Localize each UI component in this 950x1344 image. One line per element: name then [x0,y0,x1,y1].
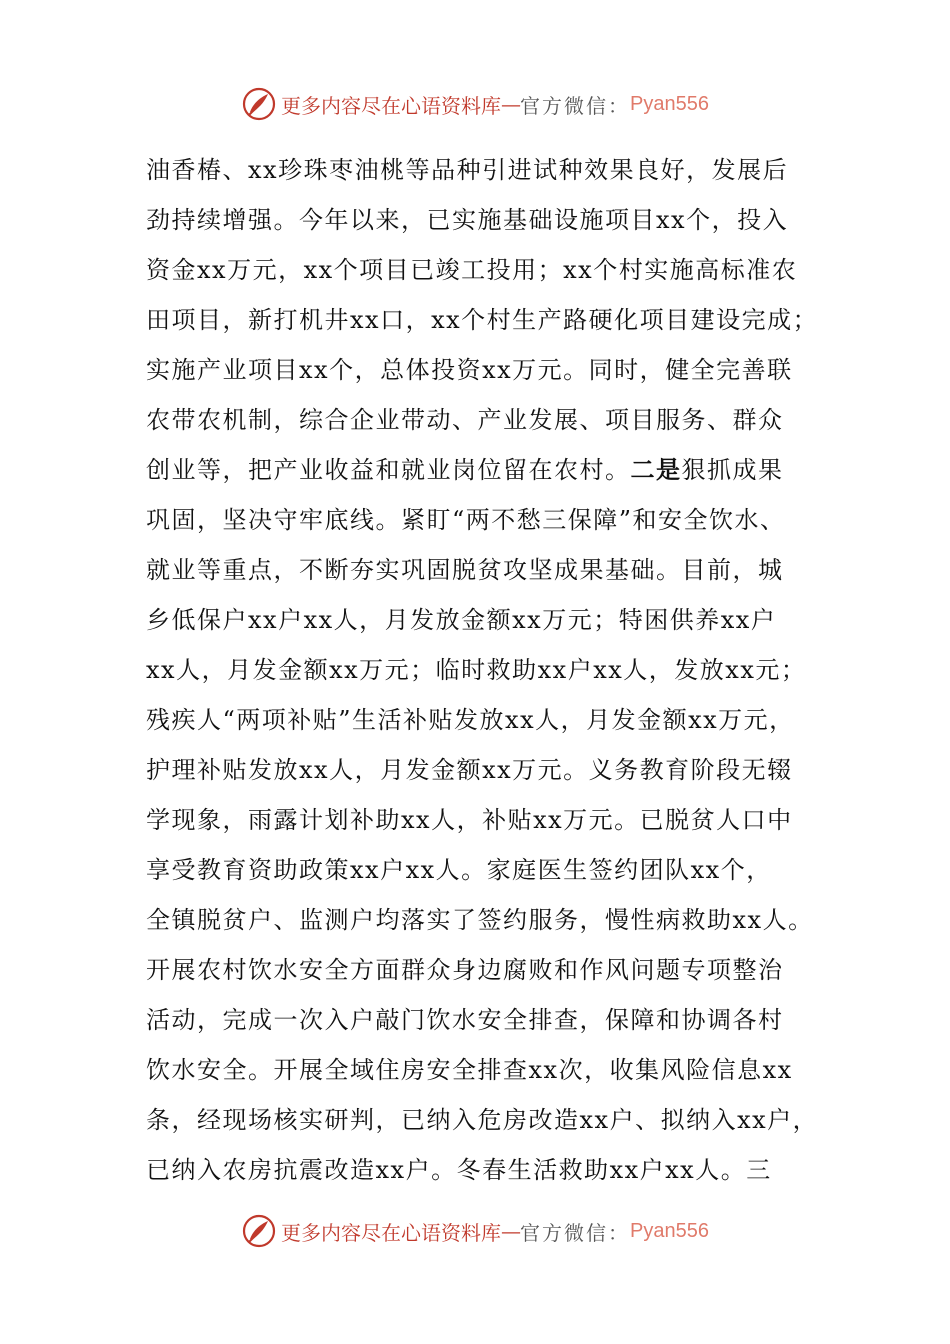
text-line: 护理补贴发放xx人，月发金额xx万元。义务教育阶段无辍 [146,756,793,784]
text-line: 农带农机制，综合企业带动、产业发展、项目服务、群众 [146,406,784,434]
banner-brand-text: 更多内容尽在心语资料库 [281,93,502,118]
text-line: 学现象，雨露计划补助xx人，补贴xx万元。已脱贫人口中 [146,806,793,834]
text-line: 条，经现场核实研判，已纳入危房改造xx户、拟纳入xx户， [146,1106,819,1134]
text-line: 实施产业项目xx个，总体投资xx万元。同时，健全完善联 [146,356,793,384]
text-line: 劲持续增强。今年以来，已实施基础设施项目xx个，投入 [146,206,789,234]
text-run: 创业等，把产业收益和就业岗位留在农村。 [146,456,631,484]
pen-logo-icon [241,1213,277,1249]
document-body [146,150,826,1200]
text-line: 资金xx万元，xx个项目已竣工投用；xx个村实施高标准农 [146,256,798,284]
banner-dash: — [501,1219,521,1243]
text-line [146,450,826,500]
text-line: 已纳入农房抗震改造xx户。冬春生活救助xx户xx人。三 [146,1156,772,1184]
text-run: 狠抓成果 [681,456,784,484]
text-line: 就业等重点，不断夯实巩固脱贫攻坚成果基础。目前，城 [146,556,784,584]
text-line: 开展农村饮水安全方面群众身边腐败和作风问题专项整治 [146,956,784,984]
text-line: 全镇脱贫户、监测户均落实了签约服务，慢性病救助xx人。 [146,906,814,934]
pen-logo-icon [241,86,277,122]
bold-heading-marker: 二是 [630,455,682,484]
banner-brand-text: 更多内容尽在心语资料库 [281,1220,502,1245]
banner-wechat-id: Pyan556 [630,1219,709,1242]
header-banner [0,84,950,124]
text-line: xx人，月发金额xx万元；临时救助xx户xx人，发放xx元； [146,656,807,684]
banner-wechat-label: 官方微信： [520,93,631,118]
text-line: 田项目，新打机井xx口，xx个村生产路硬化项目建设完成； [146,306,819,334]
text-line: 油香椿、xx珍珠枣油桃等品种引进试种效果良好，发展后 [146,156,789,184]
text-line: 饮水安全。开展全域住房安全排查xx次，收集风险信息xx [146,1056,793,1084]
banner-dash: — [501,92,521,116]
footer-banner [0,1211,950,1251]
text-line: 享受教育资助政策xx户xx人。家庭医生签约团队xx个， [146,856,772,884]
banner-wechat-id: Pyan556 [630,92,709,115]
text-line: 巩固，坚决守牢底线。紧盯“两不愁三保障”和安全饮水、 [146,506,786,534]
text-line: 活动，完成一次入户敲门饮水安全排查，保障和协调各村 [146,1006,784,1034]
text-line: 残疾人“两项补贴”生活补贴发放xx人，月发金额xx万元， [146,706,795,734]
banner-wechat-label: 官方微信： [520,1220,631,1245]
text-line: 乡低保户xx户xx人，月发放金额xx万元；特困供养xx户 [146,606,777,634]
